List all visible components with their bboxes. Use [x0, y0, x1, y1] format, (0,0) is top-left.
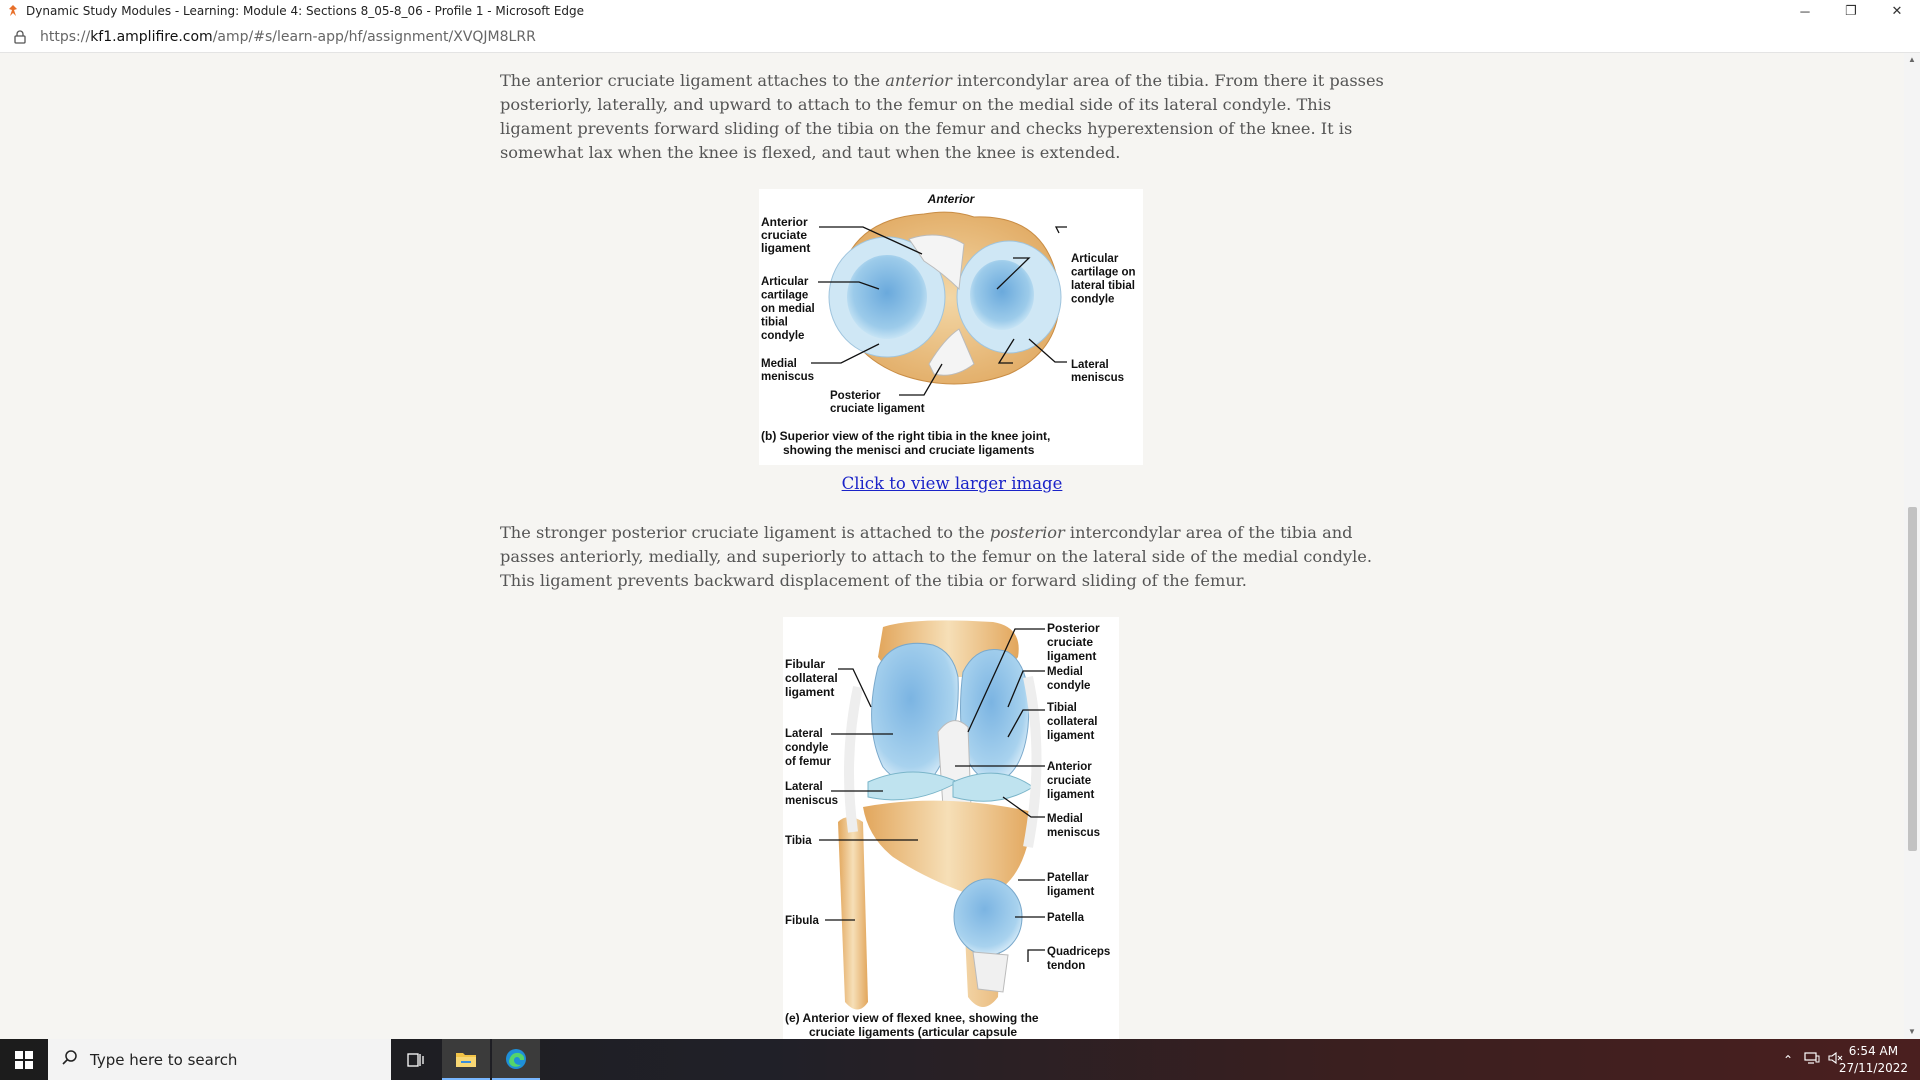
label-pcl-2: Posterior cruciate ligament	[1047, 621, 1100, 663]
label-medial-meniscus: Medial meniscus	[761, 358, 815, 383]
file-explorer-icon[interactable]	[442, 1039, 490, 1080]
taskbar-search-box[interactable]	[48, 1039, 391, 1080]
label-fibula: Fibula	[785, 915, 819, 927]
clock-time: 6:54 AM	[1848, 1044, 1899, 1058]
label-pcl: Posterior cruciate ligament	[830, 390, 925, 415]
scrollbar-thumb[interactable]	[1908, 507, 1917, 851]
page-scrollbar[interactable]	[1904, 53, 1920, 1039]
taskbar-clock[interactable]	[1839, 1043, 1908, 1077]
scroll-down-arrow-icon[interactable]: ▼	[1908, 1027, 1916, 1036]
close-button[interactable]: ✕	[1891, 3, 1903, 18]
windows-start-icon[interactable]	[0, 1039, 48, 1080]
label-quadriceps: Quadriceps tendon	[1047, 946, 1111, 972]
label-tibia: Tibia	[785, 835, 812, 847]
minimize-button[interactable]: ─	[1800, 3, 1810, 19]
taskbar	[0, 1039, 1920, 1080]
label-lateral-meniscus: Lateral meniscus	[1071, 359, 1125, 384]
address-bar[interactable]	[0, 22, 1920, 53]
label-lateral-meniscus-2: Lateral meniscus	[785, 781, 839, 807]
edge-icon[interactable]	[492, 1039, 540, 1080]
window-title: Dynamic Study Modules - Learning: Module 4: Sections 8_05-8_06 - Profile 1 - Microsoft Edge	[26, 4, 585, 18]
label-articular-lateral: Articular cartilage on lateral tibial condyle	[1071, 253, 1136, 306]
lock-icon[interactable]	[14, 29, 28, 45]
svg-text:Anteriorcruciateligament: Anterior cruciate ligament	[761, 215, 811, 255]
label-articular-medial: Articular cartilage on medial tibial condyle	[761, 276, 815, 342]
url-text[interactable]: https://kf1.amplifire.com/amp/#s/learn-app/hf/assignment/XVQJM8LRR	[40, 29, 536, 45]
figure1-heading: Anterior	[927, 192, 975, 206]
label-patella: Patella	[1047, 912, 1085, 924]
task-view-icon[interactable]	[392, 1039, 440, 1080]
view-larger-image-link[interactable]: Click to view larger image	[841, 474, 1063, 493]
figure2-caption: (e) Anterior view of flexed knee, showing the cruciate ligaments (articular capsule	[785, 1011, 1039, 1039]
page-content	[0, 53, 1904, 1039]
label-acl-2: Anterior cruciate ligament	[1047, 761, 1095, 801]
app-icon	[6, 4, 20, 18]
label-medial-condyle: Medial condyle	[1047, 666, 1091, 692]
clock-date: 27/11/2022	[1838, 1061, 1908, 1075]
label-fibular-collateral: Fibular collateral ligament	[785, 657, 838, 699]
tibia-superior-view-figure[interactable]	[759, 189, 1143, 465]
label-lateral-condyle: Lateral condyle of femur	[785, 728, 831, 768]
pcl-paragraph: The stronger posterior cruciate ligament is attached to the posterior intercondylar area of the tibia and passes anteriorly, medially, and superiorly to attach to the femur on the lateral side of the medial condyle. This ligament prevents backward displacement of the tibia or forward sliding of the femur.	[500, 523, 1372, 590]
search-placeholder: Type here to search	[90, 1050, 238, 1069]
acl-paragraph: The anterior cruciate ligament attaches to the anterior intercondylar area of the tibia. From there it passes posteriorly, laterally, and upward to attach to the femur on the medial side of its lateral condyle. This ligament prevents forward sliding of the tibia on the femur and checks hyperextension of the knee. It is somewhat lax when the knee is flexed, and taut when the knee is extended.	[500, 71, 1384, 162]
chevron-up-icon[interactable]: ⌃	[1782, 1052, 1794, 1067]
system-tray	[1776, 1039, 1848, 1080]
label-medial-meniscus-2: Medial meniscus	[1047, 813, 1101, 839]
restore-button[interactable]: ❐	[1845, 3, 1857, 18]
window-titlebar	[0, 0, 1920, 22]
figure1-caption: (b) Superior view of the right tibia in the knee joint, showing the menisci and cruciate ligaments	[761, 429, 1051, 457]
label-patellar-ligament: Patellar ligament	[1047, 872, 1095, 898]
flexed-knee-anterior-figure[interactable]	[783, 617, 1119, 1039]
scroll-up-arrow-icon[interactable]: ▲	[1908, 55, 1916, 64]
search-icon	[62, 1049, 78, 1070]
network-icon[interactable]	[1800, 1052, 1824, 1067]
label-tibial-collateral: Tibial collateral ligament	[1047, 702, 1098, 742]
